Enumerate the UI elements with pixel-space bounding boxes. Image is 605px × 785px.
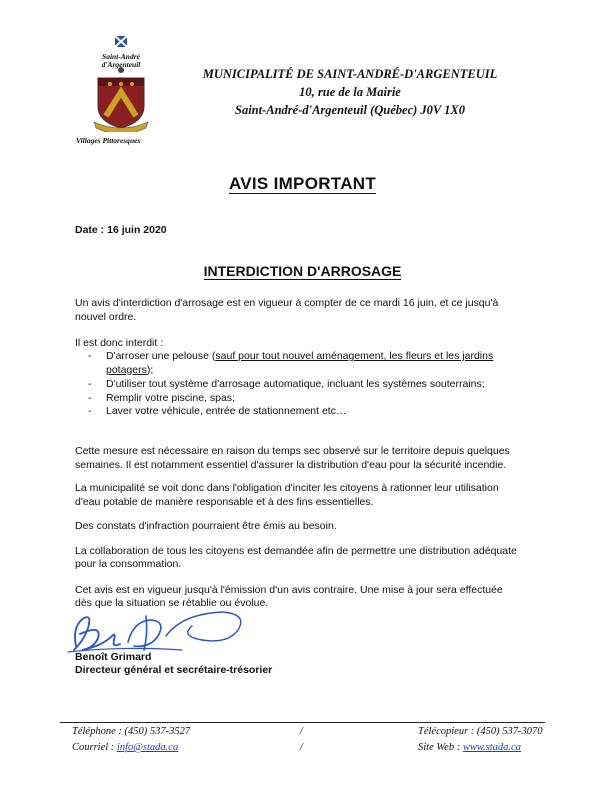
date-label: Date : [75,224,105,236]
website-link[interactable]: www.stada.ca [462,742,521,753]
date-value: 16 juin 2020 [107,224,167,236]
notice-subtitle: INTERDICTION D'ARROSAGE [203,263,402,279]
notice-date [75,224,167,236]
paragraph-1-line-2: semaines. Il est notamment essentiel d'assurer la distribution d'eau pour la sécurité incendie. [75,459,507,471]
paragraph-2-line-1: La municipalité se voit donc dans l'obligation d'inciter les citoyens à rationner leur utilisation [75,482,499,494]
footer-divider [60,722,545,723]
signatory-name: Benoît Grimard [75,651,152,663]
footer-website: Site Web : www.stada.ca [418,742,521,753]
crest-name-line2: d'Argenteuil [101,60,141,69]
footer-phone: Téléphone : (450) 537-3527 [72,726,191,737]
footer-email: Courriel : info@stada.ca [72,742,179,753]
municipality-name: MUNICIPALITÉ DE SAINT-ANDRÉ-D'ARGENTEUIL [202,67,498,81]
forbidden-intro: Il est donc interdit : [75,337,164,349]
paragraph-5-line-1: Cet avis est en vigueur jusqu'à l'émission d'un avis contraire. Une mise à jour sera effectuée [75,584,503,596]
city-address: Saint-André-d'Argenteuil (Québec) J0V 1X0 [235,103,465,117]
paragraph-1-line-1: Cette mesure est nécessaire en raison du temps sec observé sur le territoire depuis quelques [75,445,510,457]
footer-separator: / [300,742,303,753]
list-item: - Remplir votre piscine, spas; [88,392,235,404]
email-link[interactable]: info@stada.ca [116,742,179,753]
signatory-title: Directeur général et secrétaire-trésorier [75,664,273,676]
paragraph-5-line-2: dès que la situation se rétablie ou évolue. [75,597,269,609]
paragraph-3: Des constats d'infraction pourraient être émis au besoin. [75,520,337,532]
crest-name-line1: Saint-André [102,52,140,61]
list-item: - D'utiliser tout système d'arrosage automatique, incluant les systèmes souterrains; [88,378,485,390]
intro-line-2: nouvel ordre. [75,311,137,323]
paragraph-4-line-1: La collaboration de tous les citoyens est demandée afin de permettre une distribution adéquate [75,545,517,557]
crest-shield-icon [88,36,154,132]
street-address: 10, rue de la Mairie [299,85,401,99]
page-title: AVIS IMPORTANT [228,174,377,193]
crest-tagline: Villages Pittoresques [76,136,141,145]
paragraph-2-line-2: d'eau potable de manière responsable et à des fins essentielles. [75,496,374,508]
footer-separator: / [300,726,303,737]
intro-line-1: Un avis d'interdiction d'arrosage est en vigueur à compter de ce mardi 16 juin, et ce jusqu'à [75,297,499,309]
paragraph-4-line-2: pour la consommation. [75,558,182,570]
footer-fax: Télécopieur : (450) 537-3070 [418,726,543,737]
list-item: - D'arroser une pelouse (sauf pour tout nouvel aménagement, les fleurs et les jardins potagers); [88,350,494,376]
list-item: - Laver votre véhicule, entrée de stationnement etc… [88,405,347,417]
